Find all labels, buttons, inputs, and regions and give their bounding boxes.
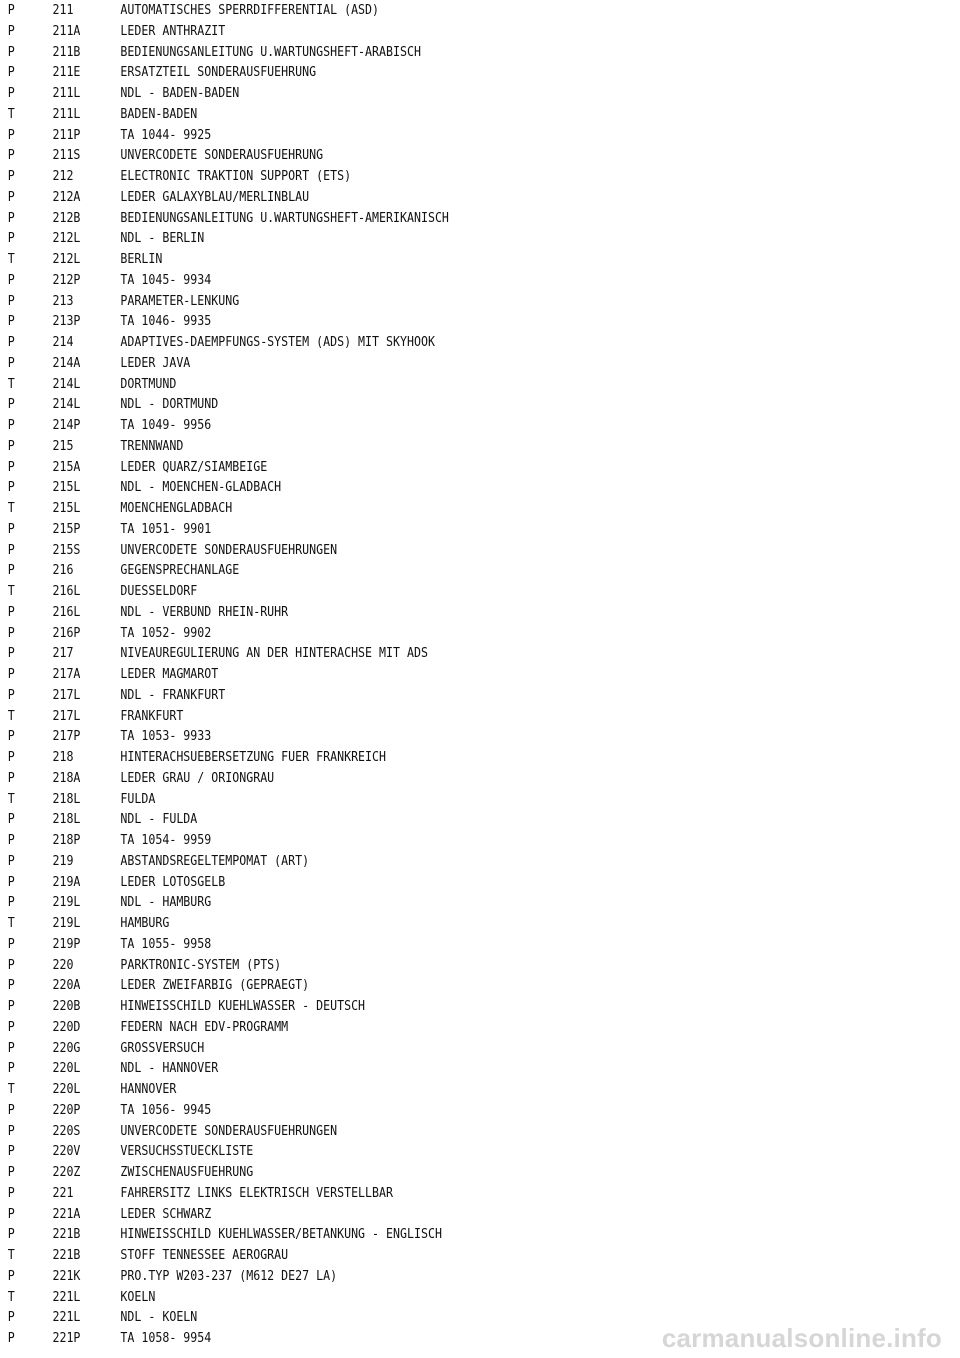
row-code: 219L (52, 894, 81, 911)
row-description: UNVERCODETE SONDERAUSFUEHRUNGEN (120, 541, 338, 558)
row-type: P (7, 998, 15, 1014)
list-row (0, 1058, 826, 1079)
row-code: 218A (52, 769, 81, 786)
list-row (0, 830, 826, 851)
list-row (0, 747, 826, 768)
row-type: T (7, 375, 15, 392)
row-description: HINWEISSCHILD KUEHLWASSER/BETANKUNG - ENGLISCH (120, 1226, 442, 1243)
row-code: 216 (52, 562, 74, 579)
row-description: GROSSVERSUCH (120, 1039, 205, 1056)
list-row (0, 872, 826, 893)
row-code: 221K (52, 1267, 81, 1284)
list-row (0, 623, 826, 644)
row-description: PARAMETER-LENKUNG (120, 292, 240, 309)
list-row (0, 768, 826, 789)
row-code: 211B (52, 43, 81, 60)
row-type: P (7, 749, 15, 765)
list-row (0, 436, 826, 457)
row-code: 221 (52, 1184, 74, 1201)
list-row (0, 996, 826, 1017)
list-row (0, 311, 826, 332)
row-type: P (7, 1122, 15, 1139)
row-description: BEDIENUNGSANLEITUNG U.WARTUNGSHEFT-ARABISCH (120, 43, 421, 60)
list-row (0, 1245, 826, 1266)
row-description: TA 1053- 9933 (120, 728, 212, 745)
row-code: 212B (52, 209, 81, 226)
list-row (0, 145, 826, 166)
row-code: 218L (52, 790, 81, 807)
row-description: TRENNWAND (120, 437, 184, 454)
row-description: TA 1046- 9935 (120, 313, 212, 330)
row-type: T (7, 790, 15, 807)
row-type: P (7, 562, 15, 579)
row-type: P (7, 956, 15, 973)
list-row (0, 892, 826, 913)
row-type: P (7, 873, 15, 890)
row-type: P (7, 417, 15, 433)
row-description: ZWISCHENAUSFUEHRUNG (120, 1164, 254, 1180)
row-description: UNVERCODETE SONDERAUSFUEHRUNGEN (120, 1122, 338, 1139)
row-description: TA 1052- 9902 (120, 624, 212, 641)
list-row (0, 1266, 826, 1287)
list-row (0, 125, 826, 146)
list-row (0, 415, 826, 436)
row-description: NDL - DORTMUND (120, 396, 219, 413)
row-type: P (7, 977, 15, 994)
row-code: 211P (52, 126, 81, 143)
row-description: HAMBURG (120, 915, 170, 931)
row-description: FEDERN NACH EDV-PROGRAMM (120, 1018, 289, 1035)
row-description: TA 1054- 9959 (120, 832, 212, 848)
row-type: P (7, 520, 15, 537)
list-row (0, 228, 826, 249)
list-row (0, 477, 826, 498)
row-type: P (7, 1018, 15, 1035)
row-code: 221B (52, 1226, 81, 1243)
row-code: 214A (52, 354, 81, 371)
row-description: BERLIN (120, 251, 163, 267)
list-row (0, 1017, 826, 1038)
row-description: NDL - BERLIN (120, 230, 205, 247)
row-type: P (7, 1060, 15, 1077)
row-description: LEDER JAVA (120, 354, 191, 371)
row-description: HINWEISSCHILD KUEHLWASSER - DEUTSCH (120, 998, 366, 1014)
list-row (0, 21, 826, 42)
list-row (0, 1100, 826, 1121)
list-row (0, 1121, 826, 1142)
row-description: TA 1051- 9901 (120, 520, 212, 537)
row-type: T (7, 500, 15, 516)
row-type: T (7, 251, 15, 267)
row-code: 220A (52, 977, 81, 994)
row-description: LEDER GALAXYBLAU/MERLINBLAU (120, 188, 310, 205)
list-row (0, 706, 826, 727)
list-row (0, 913, 826, 934)
row-type: T (7, 583, 15, 599)
row-code: 215P (52, 520, 81, 537)
row-code: 220 (52, 956, 74, 973)
row-type: P (7, 894, 15, 911)
row-type: P (7, 230, 15, 247)
row-code: 220L (52, 1060, 81, 1077)
row-type: P (7, 811, 15, 828)
row-type: P (7, 354, 15, 371)
row-description: BADEN-BADEN (120, 105, 198, 122)
row-code: 220B (52, 998, 81, 1014)
row-code: 213 (52, 292, 74, 309)
row-code: 219L (52, 915, 81, 931)
row-code: 220S (52, 1122, 81, 1139)
row-code: 215S (52, 541, 81, 558)
row-type: P (7, 1226, 15, 1243)
row-code: 214L (52, 396, 81, 413)
row-type: P (7, 645, 15, 662)
row-description: NDL - FRANKFURT (120, 686, 226, 703)
list-row (0, 934, 826, 955)
row-type: P (7, 769, 15, 786)
row-description: FAHRERSITZ LINKS ELEKTRISCH VERSTELLBAR (120, 1184, 394, 1201)
list-row (0, 187, 826, 208)
row-description: GEGENSPRECHANLAGE (120, 562, 240, 579)
row-code: 211E (52, 64, 81, 81)
row-code: 221B (52, 1247, 81, 1263)
row-description: DUESSELDORF (120, 583, 198, 599)
row-type: P (7, 603, 15, 620)
row-type: T (7, 915, 15, 931)
list-row (0, 1038, 826, 1059)
row-code: 211S (52, 147, 81, 164)
list-row (0, 789, 826, 810)
row-description: PRO.TYP W203-237 (M612 DE27 LA) (120, 1267, 338, 1284)
row-description: NDL - FULDA (120, 811, 198, 828)
row-description: STOFF TENNESSEE AEROGRAU (120, 1247, 289, 1263)
row-description: NIVEAUREGULIERUNG AN DER HINTERACHSE MIT ADS (120, 645, 428, 662)
row-code: 218 (52, 749, 74, 765)
list-row (0, 519, 826, 540)
row-description: HINTERACHSUEBERSETZUNG FUER FRANKREICH (120, 749, 387, 765)
list-row (0, 581, 826, 602)
row-description: LEDER GRAU / ORIONGRAU (120, 769, 275, 786)
row-code: 215L (52, 500, 81, 516)
row-description: NDL - VERBUND RHEIN-RUHR (120, 603, 289, 620)
list-row (0, 353, 826, 374)
list-row (0, 374, 826, 395)
row-type: P (7, 1143, 15, 1160)
row-type: P (7, 334, 15, 350)
list-row (0, 291, 826, 312)
row-type: P (7, 147, 15, 164)
list-row (0, 602, 826, 623)
row-type: P (7, 1101, 15, 1118)
row-type: T (7, 105, 15, 122)
list-row (0, 1224, 826, 1245)
row-type: P (7, 188, 15, 205)
row-description: VERSUCHSSTUECKLISTE (120, 1143, 254, 1160)
row-description: NDL - KOELN (120, 1309, 198, 1326)
list-row (0, 42, 826, 63)
row-description: BEDIENUNGSANLEITUNG U.WARTUNGSHEFT-AMERIKANISCH (120, 209, 449, 226)
list-row (0, 1183, 826, 1204)
row-code: 214L (52, 375, 81, 392)
row-description: UNVERCODETE SONDERAUSFUEHRUNG (120, 147, 324, 164)
row-description: LEDER QUARZ/SIAMBEIGE (120, 458, 268, 475)
list-row (0, 498, 826, 519)
row-type: P (7, 1309, 15, 1326)
row-code: 218P (52, 832, 81, 848)
list-row (0, 726, 826, 747)
list-row (0, 1287, 826, 1308)
row-type: P (7, 437, 15, 454)
row-type: P (7, 686, 15, 703)
list-row (0, 457, 826, 478)
row-code: 212L (52, 230, 81, 247)
list-row (0, 1141, 826, 1162)
list-row (0, 975, 826, 996)
row-type: P (7, 541, 15, 558)
list-row (0, 809, 826, 830)
list-row (0, 664, 826, 685)
row-type: T (7, 1247, 15, 1263)
row-code: 219P (52, 935, 81, 952)
row-code: 220P (52, 1101, 81, 1118)
row-type: P (7, 624, 15, 641)
row-type: P (7, 85, 15, 101)
list-row (0, 1204, 826, 1225)
row-description: NDL - BADEN-BADEN (120, 85, 240, 101)
row-type: T (7, 707, 15, 724)
row-code: 220V (52, 1143, 81, 1160)
row-code: 217A (52, 666, 81, 682)
row-description: PARKTRONIC-SYSTEM (PTS) (120, 956, 282, 973)
list-row (0, 685, 826, 706)
row-code: 217L (52, 707, 81, 724)
row-code: 212 (52, 168, 74, 184)
list-row (0, 249, 826, 270)
row-code: 216L (52, 583, 81, 599)
row-description: NDL - HAMBURG (120, 894, 212, 911)
row-code: 220Z (52, 1164, 81, 1180)
row-code: 216P (52, 624, 81, 641)
row-type: P (7, 479, 15, 496)
row-description: ABSTANDSREGELTEMPOMAT (ART) (120, 852, 310, 869)
row-description: ERSATZTEIL SONDERAUSFUEHRUNG (120, 64, 317, 81)
row-type: P (7, 64, 15, 81)
row-type: P (7, 313, 15, 330)
row-type: P (7, 22, 15, 39)
row-type: P (7, 458, 15, 475)
row-code: 221A (52, 1205, 81, 1222)
list-row (0, 83, 826, 104)
row-type: P (7, 728, 15, 745)
row-type: P (7, 168, 15, 184)
row-description: TA 1045- 9934 (120, 271, 212, 288)
row-code: 211L (52, 85, 81, 101)
row-type: P (7, 396, 15, 413)
row-code: 219A (52, 873, 81, 890)
row-type: P (7, 666, 15, 682)
list-row (0, 955, 826, 976)
row-type: P (7, 43, 15, 60)
row-code: 221L (52, 1309, 81, 1326)
row-description: LEDER MAGMAROT (120, 666, 219, 682)
row-description: LEDER LOTOSGELB (120, 873, 226, 890)
row-type: P (7, 271, 15, 288)
row-code: 220L (52, 1081, 81, 1097)
row-code: 221L (52, 1288, 81, 1305)
list-row (0, 560, 826, 581)
row-description: TA 1055- 9958 (120, 935, 212, 952)
list-row (0, 1079, 826, 1100)
row-code: 220G (52, 1039, 81, 1056)
row-description: HANNOVER (120, 1081, 177, 1097)
list-row (0, 208, 826, 229)
row-description: LEDER ZWEIFARBIG (GEPRAEGT) (120, 977, 310, 994)
row-description: ADAPTIVES-DAEMPFUNGS-SYSTEM (ADS) MIT SKYHOOK (120, 334, 435, 350)
list-row (0, 166, 826, 187)
list-row (0, 62, 826, 83)
row-description: ELECTRONIC TRAKTION SUPPORT (ETS) (120, 168, 352, 184)
row-description: FRANKFURT (120, 707, 184, 724)
row-type: P (7, 126, 15, 143)
row-code: 211 (52, 2, 74, 18)
row-code: 220D (52, 1018, 81, 1035)
list-row (0, 540, 826, 561)
row-code: 215 (52, 437, 74, 454)
list-row (0, 1162, 826, 1183)
row-type: P (7, 1164, 15, 1180)
row-description: NDL - MOENCHEN-GLADBACH (120, 479, 282, 496)
row-code: 216L (52, 603, 81, 620)
row-code: 218L (52, 811, 81, 828)
list-row (0, 332, 826, 353)
row-code: 219 (52, 852, 74, 869)
row-description: TA 1056- 9945 (120, 1101, 212, 1118)
row-description: TA 1058- 9954 (120, 1330, 212, 1346)
row-code: 217P (52, 728, 81, 745)
row-code: 217L (52, 686, 81, 703)
row-description: FULDA (120, 790, 156, 807)
row-description: LEDER ANTHRAZIT (120, 22, 226, 39)
row-description: AUTOMATISCHES SPERRDIFFERENTIAL (ASD) (120, 2, 380, 18)
row-description: TA 1049- 9956 (120, 417, 212, 433)
row-type: P (7, 1184, 15, 1201)
row-type: P (7, 935, 15, 952)
row-type: P (7, 1330, 15, 1346)
row-code: 211L (52, 105, 81, 122)
row-type: P (7, 2, 15, 18)
row-description: NDL - HANNOVER (120, 1060, 219, 1077)
row-code: 212P (52, 271, 81, 288)
row-type: P (7, 1267, 15, 1284)
row-type: P (7, 852, 15, 869)
row-type: P (7, 1205, 15, 1222)
row-code: 215A (52, 458, 81, 475)
row-description: TA 1044- 9925 (120, 126, 212, 143)
row-type: P (7, 1039, 15, 1056)
row-code: 214 (52, 334, 74, 350)
list-row (0, 394, 826, 415)
row-code: 212L (52, 251, 81, 267)
row-type: T (7, 1288, 15, 1305)
row-code: 221P (52, 1330, 81, 1346)
row-code: 213P (52, 313, 81, 330)
row-description: MOENCHENGLADBACH (120, 500, 233, 516)
watermark: carmanualsonline.info (661, 1323, 942, 1353)
list-row (0, 851, 826, 872)
row-description: LEDER SCHWARZ (120, 1205, 212, 1222)
row-description: KOELN (120, 1288, 156, 1305)
list-row (0, 0, 826, 21)
row-code: 211A (52, 22, 81, 39)
row-code: 217 (52, 645, 74, 662)
row-code: 212A (52, 188, 81, 205)
row-type: P (7, 832, 15, 848)
list-row (0, 270, 826, 291)
row-type: T (7, 1081, 15, 1097)
row-type: P (7, 209, 15, 226)
row-description: DORTMUND (120, 375, 177, 392)
list-row (0, 104, 826, 125)
row-code: 215L (52, 479, 81, 496)
list-row (0, 643, 826, 664)
row-code: 214P (52, 417, 81, 433)
row-type: P (7, 292, 15, 309)
